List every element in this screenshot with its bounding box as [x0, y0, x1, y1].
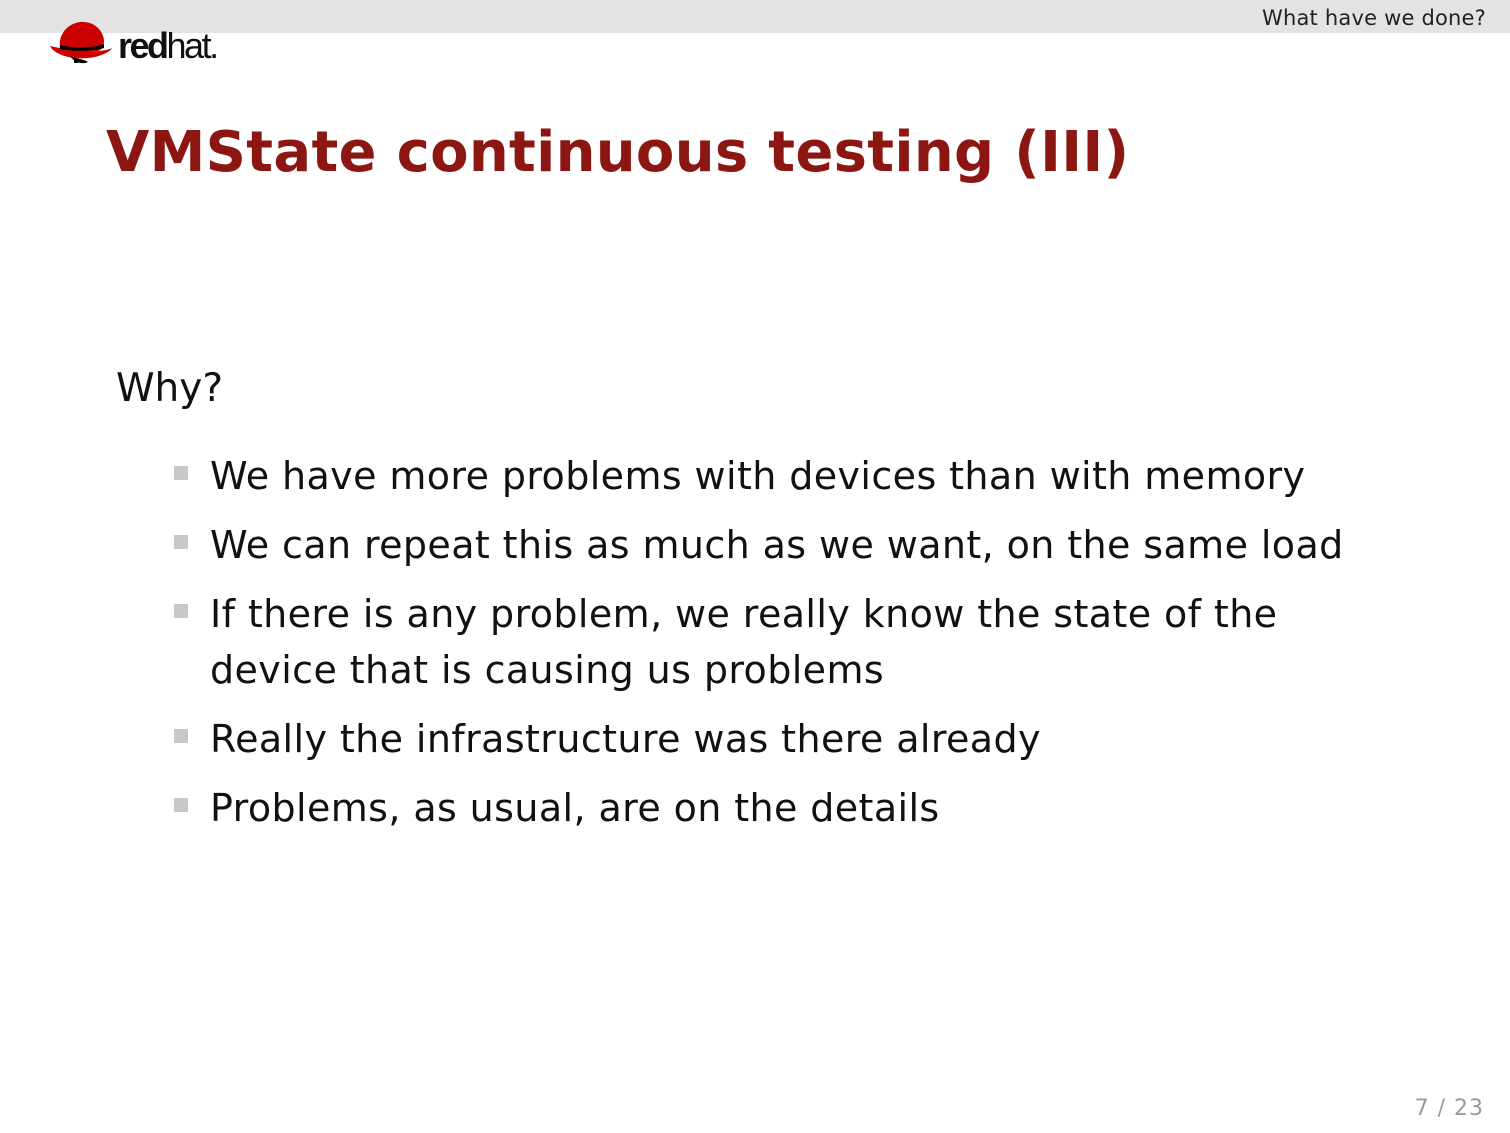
list-item-text: Really the infrastructure was there already — [210, 717, 1041, 761]
wordmark-red: red — [118, 25, 167, 66]
list-item — [172, 780, 1412, 836]
list-item-text: We can repeat this as much as we want, on the same load — [210, 523, 1344, 567]
list-item-text: If there is any problem, we really know the state of the device that is causing us problems — [210, 592, 1278, 692]
intro-text: Why? — [116, 366, 224, 411]
redhat-logo — [48, 18, 217, 66]
page-number: 7 / 23 — [1414, 1096, 1484, 1121]
square-bullet-icon — [174, 729, 188, 743]
list-item — [172, 517, 1412, 573]
list-item-text: Problems, as usual, are on the details — [210, 786, 940, 830]
redhat-wordmark — [118, 25, 217, 66]
list-item — [172, 448, 1412, 504]
list-item — [172, 586, 1412, 698]
wordmark-hat: hat. — [166, 25, 217, 66]
header-bar — [0, 0, 1510, 33]
square-bullet-icon — [174, 604, 188, 618]
bullet-list — [172, 448, 1412, 849]
list-item-text: We have more problems with devices than with memory — [210, 454, 1306, 498]
square-bullet-icon — [174, 466, 188, 480]
section-title: What have we done? — [1262, 6, 1486, 30]
square-bullet-icon — [174, 535, 188, 549]
square-bullet-icon — [174, 798, 188, 812]
list-item — [172, 711, 1412, 767]
slide-title: VMState continuous testing (III) — [106, 120, 1130, 185]
red-hat-shadowman-icon — [48, 18, 114, 66]
